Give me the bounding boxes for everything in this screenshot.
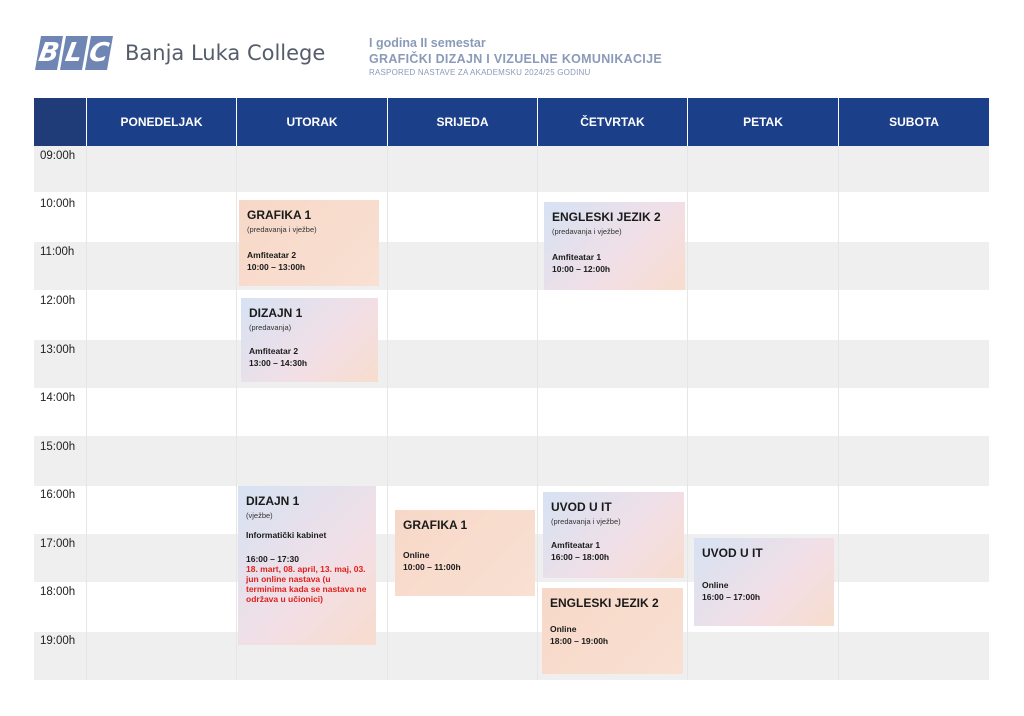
event-dizajn-1-predavanja[interactable]: [241, 298, 378, 382]
time-row: [34, 632, 989, 680]
event-time: 18:00 – 19:00h: [550, 636, 609, 646]
event-note: 18. mart, 08. april, 13. maj, 03. jun online nastava (u terminima kada se nastava ne održava u učionici): [246, 564, 367, 604]
event-location: Amfiteatar 1: [552, 252, 602, 262]
logo: [38, 36, 325, 70]
event-title: ENGLESKI JEZIK 2: [550, 596, 659, 610]
column-divider: [86, 146, 87, 680]
event-location: Amfiteatar 2: [249, 346, 299, 356]
event-location: Amfiteatar 2: [247, 250, 297, 260]
column-divider: [687, 146, 688, 680]
time-label: 12:00h: [40, 295, 76, 307]
event-uvod-u-it-online[interactable]: [694, 538, 834, 626]
time-label: 11:00h: [40, 246, 75, 258]
time-row: [34, 436, 989, 486]
time-row: [34, 290, 989, 340]
event-title: DIZAJN 1: [249, 306, 303, 320]
event-type: (predavanja i vježbe): [552, 227, 622, 236]
schedule-subtitle: RASPORED NASTAVE ZA AKADEMSKU 2024/25 GODINU: [369, 68, 591, 77]
event-location: Amfiteatar 1: [551, 540, 601, 550]
event-time: 10:00 – 13:00h: [247, 262, 306, 272]
event-grafika-1-utorak[interactable]: [239, 200, 379, 286]
event-grafika-1-srijeda[interactable]: [395, 510, 535, 596]
time-label: 17:00h: [40, 538, 76, 550]
time-row: [34, 242, 989, 290]
event-time: 10:00 – 11:00h: [403, 562, 461, 572]
time-label: 18:00h: [40, 586, 76, 598]
event-dizajn-1-vjezbe[interactable]: [238, 486, 376, 645]
event-time: 10:00 – 12:00h: [552, 264, 611, 274]
time-label: 14:00h: [40, 392, 76, 404]
event-title: DIZAJN 1: [246, 494, 300, 508]
event-time: 16:00 – 18:00h: [551, 552, 610, 562]
program-title: GRAFIČKI DIZAJN I VIZUELNE KOMUNIKACIJE: [369, 52, 662, 66]
event-title: UVOD U IT: [551, 500, 612, 514]
event-uvod-u-it-amfiteatar[interactable]: [543, 492, 684, 578]
time-label: 10:00h: [40, 198, 76, 210]
event-time: 16:00 – 17:30: [246, 554, 299, 564]
column-divider: [387, 146, 388, 680]
time-label: 13:00h: [40, 344, 76, 356]
logo-letter-c: C: [86, 38, 112, 68]
time-row: [34, 192, 989, 242]
column-divider: [537, 146, 538, 680]
column-divider: [838, 146, 839, 680]
event-title: ENGLESKI JEZIK 2: [552, 210, 661, 224]
logo-mark: [38, 36, 113, 70]
time-label: 19:00h: [40, 635, 76, 647]
event-location: Online: [702, 580, 729, 590]
event-type: (vježbe): [246, 511, 273, 520]
event-engleski-jezik-2-amfiteatar[interactable]: [544, 202, 685, 290]
day-header-petak: PETAK: [687, 98, 838, 146]
college-name: Banja Luka College: [125, 41, 326, 65]
event-title: GRAFIKA 1: [247, 208, 312, 222]
column-divider: [236, 146, 237, 680]
event-type: (predavanja): [249, 323, 292, 332]
day-header-cetvrtak: ČETVRTAK: [537, 98, 687, 146]
day-header-subota: SUBOTA: [838, 98, 989, 146]
semester-label: I godina II semestar: [369, 36, 486, 50]
time-label: 16:00h: [40, 489, 76, 501]
event-type: (predavanja i vježbe): [551, 517, 621, 526]
time-row: [34, 388, 989, 436]
logo-letter-b: B: [36, 38, 62, 68]
event-time: 16:00 – 17:00h: [702, 592, 761, 602]
schedule-heading: [369, 36, 662, 77]
table-header: [34, 98, 989, 146]
time-row: [34, 340, 989, 388]
time-label: 15:00h: [40, 441, 76, 453]
time-label: 09:00h: [40, 150, 76, 162]
logo-letter-l: L: [60, 36, 88, 70]
day-header-ponedeljak: PONEDELJAK: [86, 98, 236, 146]
event-location: Online: [403, 550, 430, 560]
event-time: 13:00 – 14:30h: [249, 358, 308, 368]
day-header-utorak: UTORAK: [236, 98, 387, 146]
event-type: (predavanja i vježbe): [247, 225, 317, 234]
event-title: GRAFIKA 1: [403, 518, 468, 532]
event-title: UVOD U IT: [702, 546, 763, 560]
event-location: Online: [550, 624, 577, 634]
event-engleski-jezik-2-online[interactable]: [542, 588, 683, 674]
time-row: [34, 146, 989, 192]
event-location: Informatički kabinet: [246, 530, 327, 540]
header-corner: [34, 98, 86, 146]
day-header-srijeda: SRIJEDA: [387, 98, 537, 146]
